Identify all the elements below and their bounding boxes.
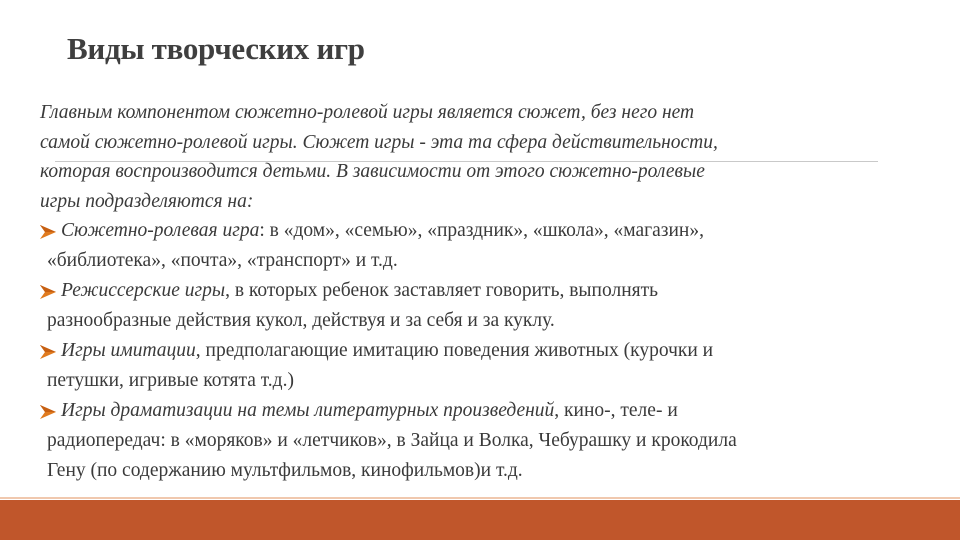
bullet-line xyxy=(40,216,920,246)
bullet-item-dramatization-games xyxy=(40,396,920,486)
bullet-item-role-play xyxy=(40,216,920,276)
footer-accent-rule xyxy=(0,497,960,499)
intro-line: которая воспроизводится детьми. В зависимости от этого сюжетно-ролевые xyxy=(40,161,705,182)
bullet-term: Режиссерские игры xyxy=(61,280,226,301)
bullet-term: Игры имитации xyxy=(61,340,196,361)
bullet-item-imitation-games xyxy=(40,336,920,396)
bullet-list xyxy=(40,216,920,486)
bullet-line xyxy=(40,276,920,306)
footer-accent-band xyxy=(0,500,960,540)
bullet-continuation: «библиотека», «почта», «транспорт» и т.д. xyxy=(47,250,398,271)
bullet-continuation: Гену (по содержанию мультфильмов, кинофильмов)и т.д. xyxy=(47,460,523,481)
orange-arrow-bullet-icon xyxy=(40,225,58,239)
orange-arrow-bullet-icon xyxy=(40,285,58,299)
bullet-text: , в которых ребенок заставляет говорить, выполнять xyxy=(225,280,659,301)
intro-paragraph xyxy=(40,98,920,216)
slide-content xyxy=(40,98,920,486)
bullet-text: , кино-, теле- и xyxy=(554,400,678,421)
bullet-line xyxy=(40,396,920,426)
bullet-term: Игры драматизации на темы литературных произведений xyxy=(61,400,555,421)
orange-arrow-bullet-icon xyxy=(40,405,58,419)
intro-line: самой сюжетно-ролевой игры. Сюжет игры - эта та сфера действительности, xyxy=(40,131,718,153)
bullet-item-director-games xyxy=(40,276,920,336)
bullet-continuation: разнообразные действия кукол, действуя и за себя и за куклу. xyxy=(47,310,555,331)
intro-line: Главным компонентом сюжетно-ролевой игры является сюжет, без него нет xyxy=(40,102,695,123)
bullet-continuation: радиопередач: в «моряков» и «летчиков», в Зайца и Волка, Чебурашку и крокодила xyxy=(47,430,737,451)
bullet-line xyxy=(40,336,920,366)
orange-arrow-bullet-icon xyxy=(40,345,58,359)
bullet-continuation: петушки, игривые котята т.д.) xyxy=(47,370,294,391)
bullet-text: , предполагающие имитацию поведения животных (курочки и xyxy=(195,340,714,361)
bullet-term: Сюжетно-ролевая игра xyxy=(61,220,260,241)
bullet-text: : в «дом», «семью», «праздник», «школа», «магазин», xyxy=(259,220,704,241)
slide-title: Виды творческих игр xyxy=(67,31,365,66)
intro-line: игры подразделяются на: xyxy=(40,190,254,212)
